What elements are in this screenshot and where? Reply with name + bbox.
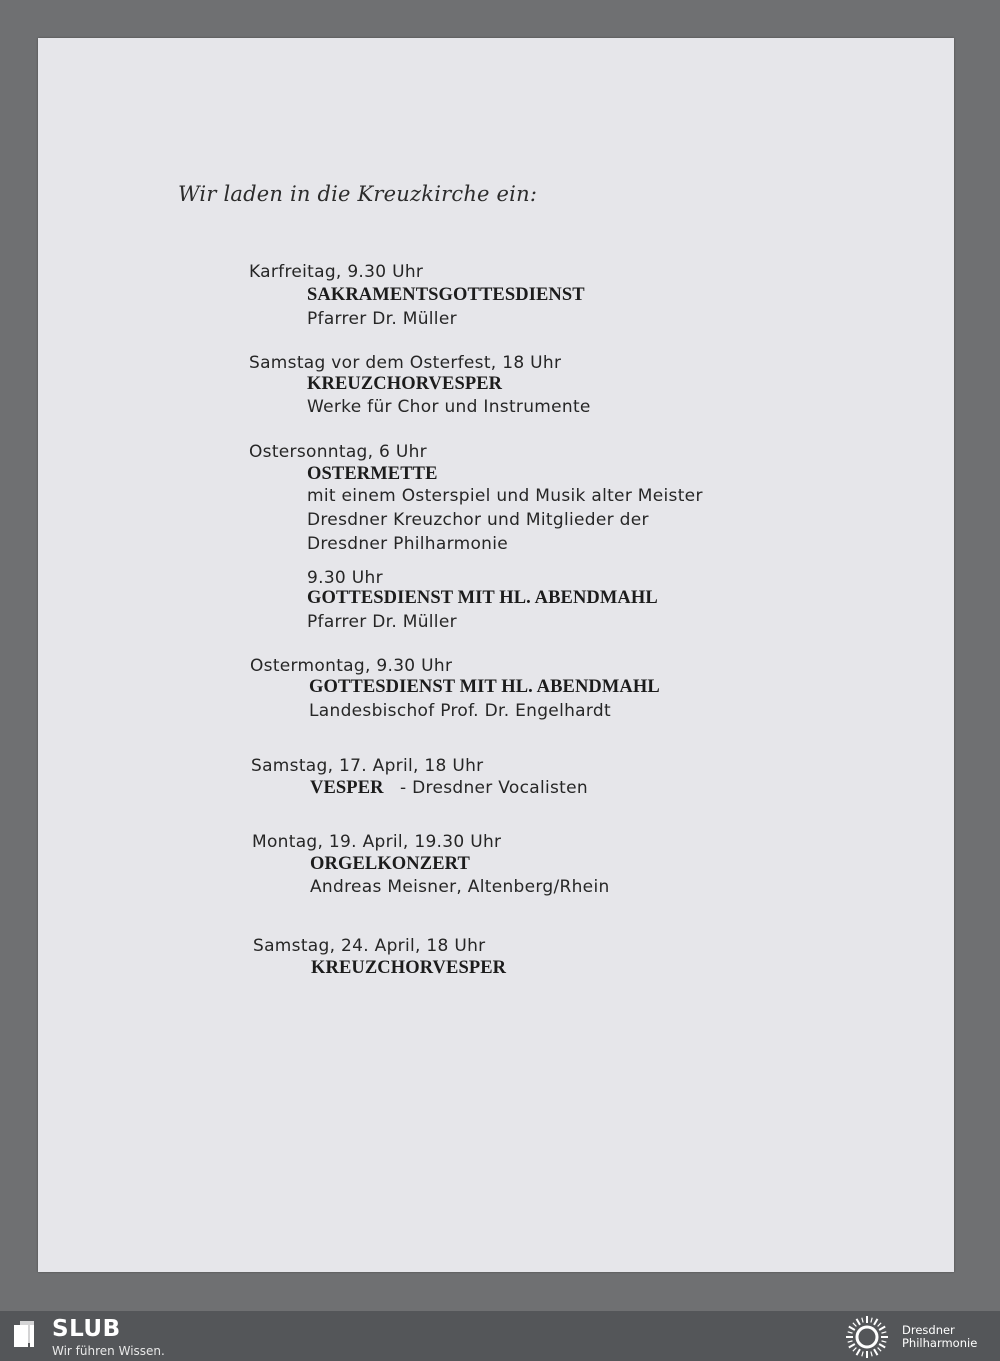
partner-name-line2: Philharmonie (902, 1336, 978, 1350)
sunburst-logo-icon (842, 1315, 892, 1359)
event-title: GOTTESDIENST MIT HL. ABENDMAHL (309, 677, 660, 697)
footer-bar (0, 1311, 1000, 1361)
event-date: Samstag vor dem Osterfest, 18 Uhr (249, 353, 562, 373)
event-detail: Dresdner Kreuzchor und Mitglieder der (307, 510, 649, 530)
event-title: KREUZCHORVESPER (311, 958, 507, 978)
event-detail: Werke für Chor und Instrumente (307, 397, 591, 417)
event-detail: Dresdner Philharmonie (307, 534, 509, 554)
event-date: Montag, 19. April, 19.30 Uhr (252, 832, 502, 852)
event-detail: Pfarrer Dr. Müller (307, 309, 457, 329)
event-date: Ostermontag, 9.30 Uhr (250, 656, 453, 676)
event-detail: Landesbischof Prof. Dr. Engelhardt (309, 701, 611, 721)
event-title: ORGELKONZERT (310, 854, 470, 874)
book-stack-icon (12, 1319, 40, 1349)
event-date: Ostersonntag, 6 Uhr (249, 442, 427, 462)
partner-name[interactable] (902, 1324, 977, 1350)
document-page (38, 38, 954, 1272)
partner-name-line1: Dresdner (902, 1323, 955, 1337)
event-title: SAKRAMENTSGOTTESDIENST (307, 285, 585, 305)
event-date: Samstag, 24. April, 18 Uhr (253, 936, 486, 956)
slub-tagline: Wir führen Wissen. (52, 1344, 165, 1358)
event-title: OSTERMETTE (307, 464, 438, 484)
event-date: Samstag, 17. April, 18 Uhr (251, 756, 484, 776)
event-detail: mit einem Osterspiel und Musik alter Meister (307, 486, 703, 506)
event-detail: Andreas Meisner, Altenberg/Rhein (310, 877, 610, 897)
event-title: VESPER (310, 778, 384, 798)
event-title: GOTTESDIENST MIT HL. ABENDMAHL (307, 588, 658, 608)
event-date: Karfreitag, 9.30 Uhr (249, 262, 424, 282)
event-title-suffix: - Dresdner Vocalisten (400, 778, 588, 798)
event-detail: Pfarrer Dr. Müller (307, 612, 457, 632)
event-date: 9.30 Uhr (307, 568, 383, 588)
slub-brand[interactable]: SLUB (52, 1316, 121, 1342)
event-title: KREUZCHORVESPER (307, 374, 503, 394)
intro-heading: Wir laden in die Kreuzkirche ein: (178, 182, 538, 206)
